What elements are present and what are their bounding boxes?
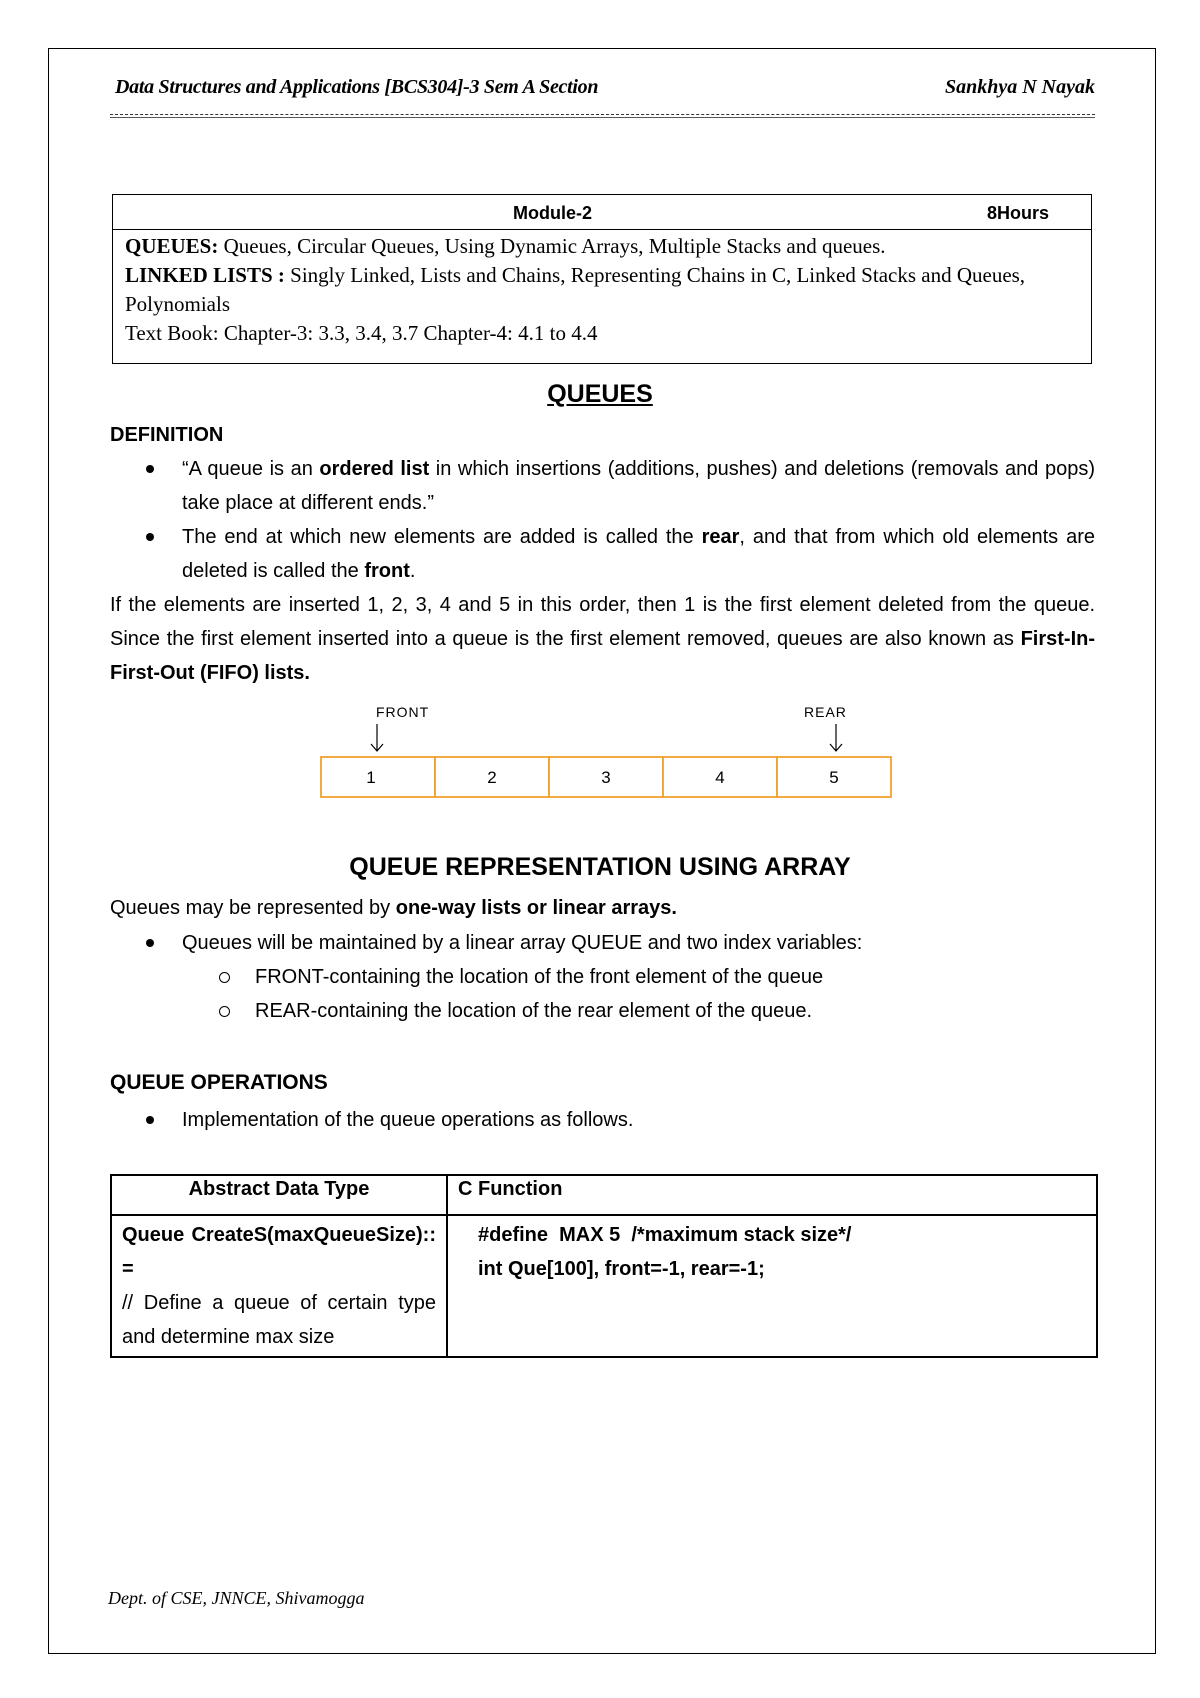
header-rule-solid: [110, 117, 1095, 118]
queue-cell-value: 5: [829, 768, 839, 787]
fifo-paragraph: [110, 588, 1095, 690]
module-hours: 8Hours: [986, 203, 1049, 223]
bullet-dot: [146, 939, 154, 947]
adt-comment: // Define a queue of certain type and determine max size: [122, 1292, 436, 1348]
module-lists-text: Singly Linked, Lists and Chains, Representing Chains in C, Linked Stacks and Queues, Polynomials: [125, 263, 1026, 316]
bullet-dot: [146, 533, 154, 541]
representation-title: QUEUE REPRESENTATION USING ARRAY: [349, 853, 851, 881]
bullet1-text-a: “A queue is an: [182, 458, 320, 480]
operations-bullet-text: Implementation of the queue operations as follows.: [182, 1109, 634, 1131]
rear-label: REAR: [804, 704, 847, 720]
module-textbook: Text Book: Chapter-3: 3.3, 3.4, 3.7 Chapter-4: 4.1 to 4.4: [125, 321, 598, 345]
header-rule: [110, 114, 1095, 115]
bullet2-bold-rear: rear: [701, 526, 740, 548]
operations-bullet: [182, 1103, 1095, 1137]
operations-table: [110, 1174, 1098, 1358]
module-lists-line: [125, 261, 1079, 319]
fifo-bold: First-In-First-Out (FIFO) lists.: [110, 628, 1095, 684]
table-cell-adt: [111, 1215, 447, 1357]
module-title: Module-2: [513, 203, 592, 223]
bullet1-bold: ordered list: [319, 458, 430, 480]
module-queues-label: QUEUES:: [125, 234, 219, 258]
definition-bullet-2: [182, 520, 1095, 588]
bullet2-text-a: The end at which new elements are added is called the: [182, 526, 702, 548]
module-queues-text: Queues, Circular Queues, Using Dynamic Arrays, Multiple Stacks and queues.: [218, 234, 886, 258]
table-header-adt: Abstract Data Type: [111, 1175, 447, 1215]
queue-cell: [321, 757, 435, 797]
queue-diagram-svg: [320, 700, 900, 800]
bullet1-text-b: in which insertions (additions, pushes) and deletions (removals and pops) take place at different ends.”: [182, 458, 1095, 514]
representation-bullet: [182, 926, 1095, 960]
queue-cells: [321, 757, 891, 797]
table-header-row: [111, 1175, 1097, 1215]
sub-bullet-ring: [219, 1006, 230, 1017]
fifo-text: If the elements are inserted 1, 2, 3, 4 and 5 in this order, then 1 is the first element deleted from the queue. Since the first element inserted into a queue is the first element removed, queues are also known as: [110, 594, 1095, 650]
bullet2-text-b: , and that from which old elements are deleted is called the: [182, 526, 1096, 582]
representation-intro-bold: one-way lists or linear arrays.: [395, 897, 677, 919]
header-course-title: Data Structures and Applications [BCS304]-3 Sem A Section: [115, 76, 599, 98]
queue-cell-value: 3: [601, 768, 611, 787]
front-label: FRONT: [376, 704, 430, 720]
bullet-dot: [146, 465, 154, 473]
module-contents: [113, 230, 1091, 350]
representation-intro-text: Queues may be represented by: [110, 897, 396, 919]
adt-signature: Queue CreateS(maxQueueSize)::=: [122, 1224, 436, 1280]
c-decl-line: int Que[100], front=-1, rear=-1;: [478, 1258, 765, 1280]
operations-heading: QUEUE OPERATIONS: [110, 1071, 328, 1094]
table-header-c-function: C Function: [447, 1175, 1097, 1215]
front-sub-bullet: [255, 960, 823, 994]
queue-cell-value: 1: [366, 768, 376, 787]
bullet2-text-c: .: [409, 560, 416, 582]
queue-cell-value: 2: [487, 768, 497, 787]
table-cell-c-function: [447, 1215, 1097, 1357]
module-header-row: [113, 195, 1091, 230]
module-syllabus-box: [112, 194, 1092, 364]
rear-sub-text: REAR-containing the location of the rear element of the queue.: [255, 1000, 813, 1022]
definition-bullet-1: [182, 452, 1095, 520]
queue-cell-value: 4: [715, 768, 725, 787]
queues-title: QUEUES: [547, 380, 653, 408]
queue-diagram: [320, 700, 900, 800]
bullet2-bold-front: front: [364, 560, 410, 582]
front-sub-text: FRONT-containing the location of the front element of the queue: [255, 966, 824, 988]
header-author: Sankhya N Nayak: [944, 76, 1095, 98]
rear-sub-bullet: [255, 994, 812, 1028]
definition-heading: DEFINITION: [110, 424, 224, 446]
footer-department: Dept. of CSE, JNNCE, Shivamogga: [108, 1588, 365, 1608]
representation-bullet-text: Queues will be maintained by a linear array QUEUE and two index variables:: [182, 932, 863, 954]
sub-bullet-ring: [219, 972, 230, 983]
bullet-dot: [146, 1116, 154, 1124]
module-lists-label: LINKED LISTS :: [125, 263, 285, 287]
module-queues-line: [125, 232, 1079, 261]
table-row: [111, 1215, 1097, 1357]
c-define-line: #define MAX 5 /*maximum stack size*/: [478, 1224, 852, 1246]
representation-intro: [110, 891, 1095, 925]
